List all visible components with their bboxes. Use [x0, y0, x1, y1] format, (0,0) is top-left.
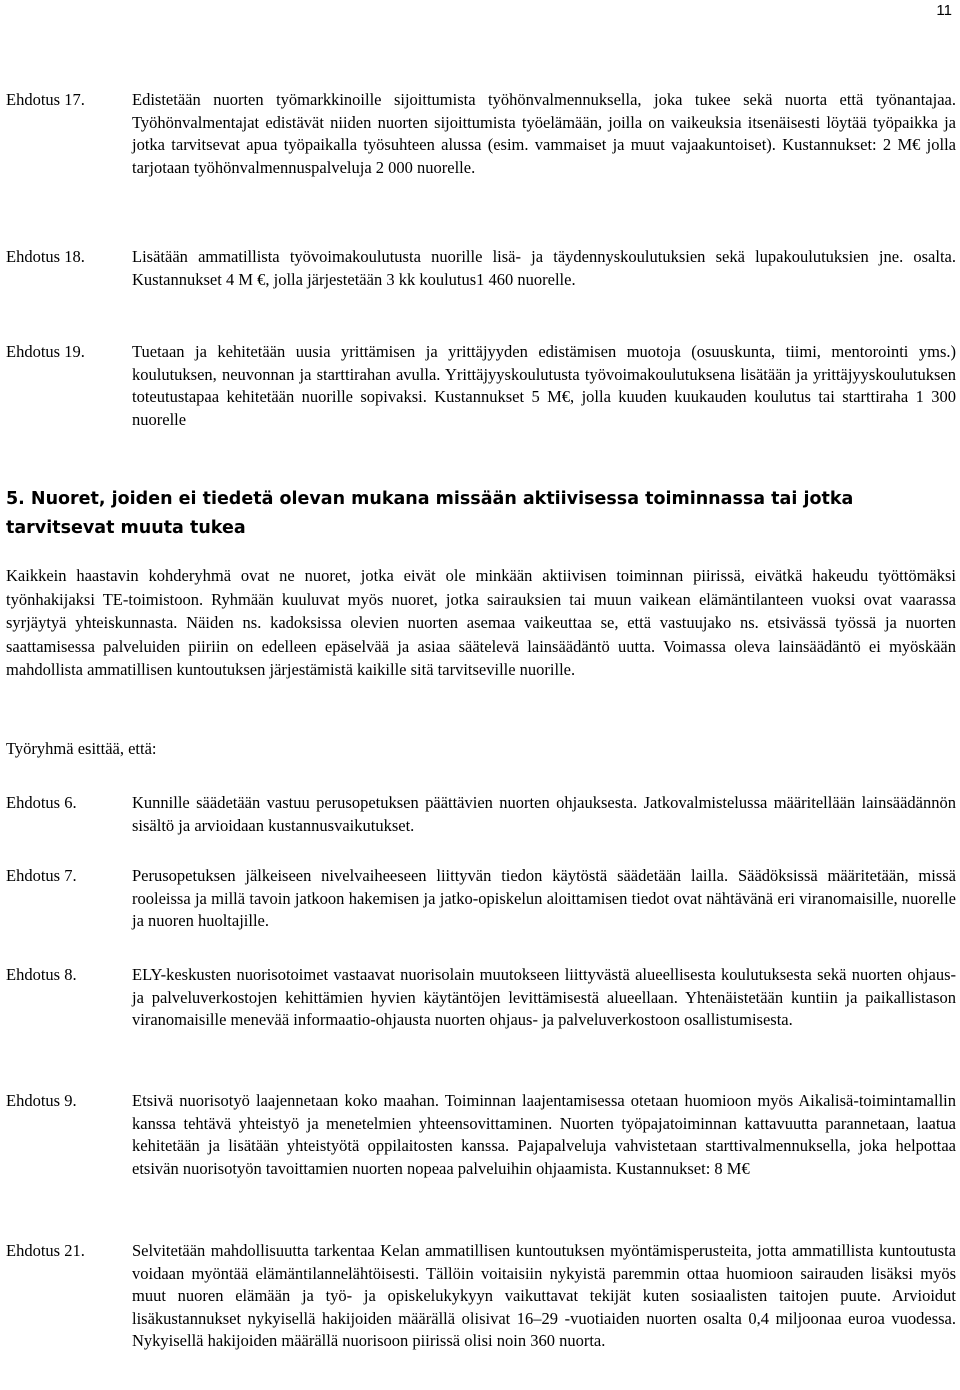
section-paragraph: Kaikkein haastavin kohderyhmä ovat ne nuoret, jotka eivät ole minkään aktiivisen toiminnan piirissä, eivätkä hakeudu työttömäksi työnhakijaksi TE-toimistoon. Ryhmään kuuluvat myös nuoret, jotka sairauksien tai muun vaikean elämäntilanteen vuoksi ovat vaarassa syrjäytyä yhteiskunnasta. Näiden ns. kadoksissa olevien nuorten asemaa vaikeuttaa se, että vastuujako ns. etsivässä työssä ja nuorten saattamisessa palveluiden piiriin on edelleen epäselvää ja asiaa säätelevä lainsäädäntö uutta. Voimassa oleva lainsäädäntö ei myöskään mahdollista ammatillisen kuntoutuksen järjestämistä kaikille sitä tarvitseville nuorille.: [6, 566, 956, 680]
proposal-text: Lisätään ammatillista työvoimakoulutusta nuorille lisä- ja täydennyskoulutuksien sekä lupakoulutuksien jne. osalta. Kustannukset 4 M €, jolla järjestetään 3 kk koulutus1 460 nuorelle.: [132, 247, 956, 289]
proposal-label: Ehdotus 18.: [6, 247, 85, 266]
proposal-text: Perusopetuksen jälkeiseen nivelvaiheeseen liittyvän tiedon käytöstä säädetään lailla. Säädöksissä määritetään, missä rooleissa ja millä tavoin jatkoon hakemisen ja jatko-opiskelun aloittamisen tiedot ovat nähtävänä eri viranomaisille, nuorelle ja nuoren huoltajille.: [132, 866, 956, 930]
section-heading: 5. Nuoret, joiden ei tiedetä olevan mukana missään aktiivisessa toiminnassa tai jotka tarvitsevat muuta tukea: [6, 489, 854, 538]
proposal-8: [6, 964, 956, 1032]
proposal-6: [6, 792, 956, 837]
page-number: 11: [936, 2, 952, 19]
proposal-text: ELY-keskusten nuorisotoimet vastaavat nuorisolain muutokseen liittyvästä alueellisesta koulutuksesta sekä nuorten ohjaus- ja palveluverkostojen kehittämien hyvien käytäntöjen levittämisestä alueellaan. Yhtenäistetään kuntiin ja paikallistason viranomaisille menevää informaatio-ohjausta nuorten ohjaus- ja palveluverkostoon osallistumisesta.: [132, 965, 956, 1029]
proposal-text: Tuetaan ja kehitetään uusia yrittämisen ja yrittäjyyden edistämisen muotoja (osuuskunta, tiimi, mentorointi yms.) koulutuksen, neuvonnan ja starttirahan avulla. Yrittäjyyskoulutusta työvoimakoulutuksena lisätään ja yrittäjyyskoulutuksen toteutustapaa kehitetään nuorille sopivaksi. Kustannukset 5 M€, jolla kuuden kuukauden koulutus tai starttiraha 1 300 nuorelle: [132, 342, 956, 429]
proposal-18: [6, 246, 956, 291]
proposal-text: Selvitetään mahdollisuutta tarkentaa Kelan ammatillisen kuntoutuksen myöntämisperusteita, jotta ammatillista kuntoutusta voidaan myöntää elämäntilannelähtöisesti. Tällöin voitaisiin nykyistä paremmin ottaa huomioon sairauden lisäksi myös muut nuoren elämään ja työ- ja opiskelukykyyn vaikuttavat tekijät kuten sosiaalisten taitojen puute. Arvioidut lisäkustannukset nykyisellä hakijoiden määrällä olisivat 16–29 -vuotiaiden nuorten osalta 0,4 miljoonaa euroa vuodessa. Nykyisellä hakijoiden määrällä nuorisoon piirissä olisi noin 360 nuorta.: [132, 1241, 956, 1350]
proposal-9: [6, 1090, 956, 1180]
proposal-19: [6, 341, 956, 431]
proposal-label: Ehdotus 6.: [6, 793, 77, 812]
proposal-label: Ehdotus 17.: [6, 90, 85, 109]
proposal-text: Kunnille säädetään vastuu perusopetuksen päättävien nuorten ohjauksesta. Jatkovalmistelussa määritellään lainsäädännön sisältö ja arvioidaan kustannusvaikutukset.: [132, 793, 956, 835]
proposal-text: Etsivä nuorisotyö laajennetaan koko maahan. Toiminnan laajentamisessa otetaan huomioon myös Aikalisä-toimintamallin kanssa tehtävä yhteistyö ja menetelmien yhteensovittaminen. Nuorten työpajatoiminnan kattavuutta parannetaan, laatua kehitetään ja lisätään yhteistyötä oppilaitosten kanssa. Pajapalveluja vahvistetaan starttivalmennuksella, joka helpottaa etsivän nuorisotyön tavoittamien nuorten nopeaa palveluihin ohjaamista. Kustannukset: 8 M€: [132, 1091, 956, 1178]
proposal-label: Ehdotus 19.: [6, 342, 85, 361]
proposal-text: Edistetään nuorten työmarkkinoille sijoittumista työhönvalmennuksella, joka tukee sekä nuorta että työnantajaa. Työhönvalmentajat edistävät niiden nuorten sijoittumista työelämään, joilla on vaikeuksia itsenäisesti löytää työpaikka ja jotka tarvitsevat apua työpaikalla työsuhteen alussa (esim. vammaiset ja muut vajaakuntoiset). Kustannukset: 2 M€ jolla tarjotaan työhönvalmennuspalveluja 2 000 nuorelle.: [132, 90, 956, 177]
proposal-7: [6, 865, 956, 933]
proposal-label: Ehdotus 8.: [6, 965, 77, 984]
proposal-21: [6, 1240, 956, 1353]
proposal-label: Ehdotus 9.: [6, 1091, 77, 1110]
proposals-intro: Työryhmä esittää, että:: [6, 739, 157, 758]
proposal-label: Ehdotus 21.: [6, 1241, 85, 1260]
proposal-17: [6, 89, 956, 179]
proposal-label: Ehdotus 7.: [6, 866, 77, 885]
